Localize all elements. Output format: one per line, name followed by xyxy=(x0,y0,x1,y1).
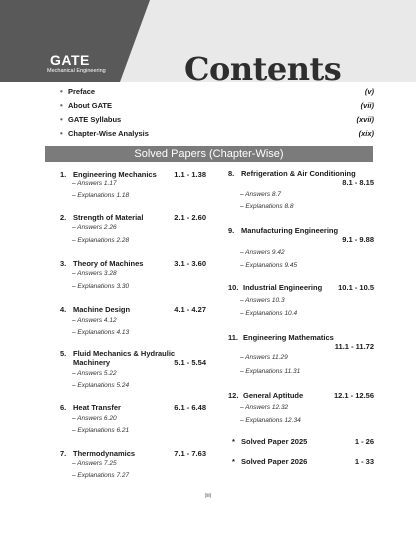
chapter-num: 10. xyxy=(228,283,239,292)
chapter-num: 7. xyxy=(60,449,67,458)
chapter-num: 5. xyxy=(60,349,67,358)
chapter-title: Industrial Engineering xyxy=(243,283,323,292)
chapter-title: Engineering Mechanics xyxy=(73,170,157,179)
chapter-num: 9. xyxy=(228,226,235,235)
chapter-range: 8.1 - 8.15 xyxy=(342,178,374,187)
answers-link[interactable]: – Answers 12.32 xyxy=(240,404,289,411)
chapter-num: 8. xyxy=(228,169,235,178)
bullet-icon: * xyxy=(232,437,235,446)
front-item-analysis[interactable] xyxy=(60,129,374,143)
front-item-page: (v) xyxy=(364,87,374,96)
chapter-title: Strength of Material xyxy=(73,213,144,222)
bullet-icon: * xyxy=(232,457,235,466)
page-title: Contents xyxy=(184,50,342,88)
chapter-num: 11. xyxy=(228,333,239,342)
front-item-page: (xvii) xyxy=(356,115,374,124)
chapter-5[interactable] xyxy=(60,349,206,369)
explanations-link[interactable]: – Explanations 4.13 xyxy=(72,329,130,336)
page-number: (iii) xyxy=(204,493,212,499)
chapter-range: 5.1 - 5.54 xyxy=(174,358,206,367)
front-item-page: (xix) xyxy=(358,129,374,138)
gate-subject: Mechanical Engineering xyxy=(47,68,106,74)
front-item-preface[interactable] xyxy=(60,87,374,101)
chapter-range: 7.1 - 7.63 xyxy=(174,449,206,458)
explanations-link[interactable]: – Explanations 11.31 xyxy=(240,368,301,375)
answers-link[interactable]: – Answers 4.12 xyxy=(72,317,117,324)
paper-range: 1 - 33 xyxy=(354,457,374,466)
paper-title: Solved Paper 2026 xyxy=(241,457,308,466)
bullet-icon: • xyxy=(60,87,63,96)
explanations-link[interactable]: – Explanations 2.28 xyxy=(72,237,130,244)
gate-title: GATE xyxy=(50,52,90,68)
chapter-title: Engineering Mathematics xyxy=(243,333,334,342)
chapter-range: 3.1 - 3.60 xyxy=(174,259,206,268)
answers-link[interactable]: – Answers 2.26 xyxy=(72,224,117,231)
chapter-title: General Aptitude xyxy=(243,391,304,400)
chapter-title: Fluid Mechanics & Hydraulic Machinery xyxy=(73,349,176,367)
explanations-link[interactable]: – Explanations 8.8 xyxy=(240,203,294,210)
chapter-num: 3. xyxy=(60,259,67,268)
front-item-page: (vii) xyxy=(360,101,374,110)
explanations-link[interactable]: – Explanations 10.4 xyxy=(240,310,298,317)
answers-link[interactable]: – Answers 7.25 xyxy=(72,460,117,467)
chapter-num: 2. xyxy=(60,213,67,222)
chapter-range: 10.1 - 10.5 xyxy=(338,283,374,292)
explanations-link[interactable]: – Explanations 12.34 xyxy=(240,417,301,424)
explanations-link[interactable]: – Explanations 7.27 xyxy=(72,472,130,479)
chapter-range: 4.1 - 4.27 xyxy=(174,305,206,314)
front-item-about-gate[interactable] xyxy=(60,101,374,115)
answers-link[interactable]: – Answers 11.29 xyxy=(240,354,288,361)
chapter-title: Refrigeration & Air Conditioning xyxy=(241,169,356,178)
bullet-icon: • xyxy=(60,101,63,110)
explanations-link[interactable]: – Explanations 5.24 xyxy=(72,382,130,389)
chapter-num: 4. xyxy=(60,305,67,314)
answers-link[interactable]: – Answers 1.17 xyxy=(72,180,117,187)
front-item-syllabus[interactable] xyxy=(60,115,374,129)
chapter-num: 1. xyxy=(60,170,67,179)
answers-link[interactable]: – Answers 3.28 xyxy=(72,270,117,277)
chapter-range: 12.1 - 12.56 xyxy=(333,391,374,400)
bullet-icon: • xyxy=(60,129,63,138)
explanations-link[interactable]: – Explanations 3.30 xyxy=(72,283,130,290)
chapter-9[interactable] xyxy=(228,226,374,246)
chapter-range: 2.1 - 2.60 xyxy=(174,213,206,222)
chapter-range: 11.1 - 11.72 xyxy=(334,342,374,351)
front-item-label: About GATE xyxy=(68,101,113,110)
answers-link[interactable]: – Answers 9.42 xyxy=(240,249,285,256)
chapter-range: 9.1 - 9.88 xyxy=(342,235,374,244)
front-item-label: Preface xyxy=(68,87,96,96)
chapter-title: Theory of Machines xyxy=(73,259,144,268)
chapter-num: 6. xyxy=(60,403,67,412)
chapter-title: Thermodynamics xyxy=(73,449,136,458)
bullet-icon: • xyxy=(60,115,63,124)
paper-range: 1 - 26 xyxy=(354,437,374,446)
explanations-link[interactable]: – Explanations 1.18 xyxy=(72,192,130,199)
answers-link[interactable]: – Answers 10.3 xyxy=(240,297,285,304)
section-banner: Solved Papers (Chapter-Wise) xyxy=(45,146,373,162)
front-item-label: GATE Syllabus xyxy=(68,115,122,124)
explanations-link[interactable]: – Explanations 9.45 xyxy=(240,262,298,269)
chapter-title: Heat Transfer xyxy=(73,403,121,412)
chapter-11[interactable] xyxy=(228,333,374,353)
answers-link[interactable]: – Answers 8.7 xyxy=(240,191,281,198)
chapter-num: 12. xyxy=(228,391,239,400)
chapter-range: 1.1 - 1.38 xyxy=(174,170,206,179)
chapter-range: 6.1 - 6.48 xyxy=(174,403,206,412)
answers-link[interactable]: – Answers 6.20 xyxy=(72,415,117,422)
chapter-title: Machine Design xyxy=(73,305,131,314)
chapter-title: Manufacturing Engineering xyxy=(241,226,339,235)
chapter-8[interactable] xyxy=(228,169,374,189)
front-item-label: Chapter-Wise Analysis xyxy=(68,129,149,138)
explanations-link[interactable]: – Explanations 6.21 xyxy=(72,427,130,434)
answers-link[interactable]: – Answers 5.22 xyxy=(72,370,117,377)
paper-title: Solved Paper 2025 xyxy=(241,437,308,446)
